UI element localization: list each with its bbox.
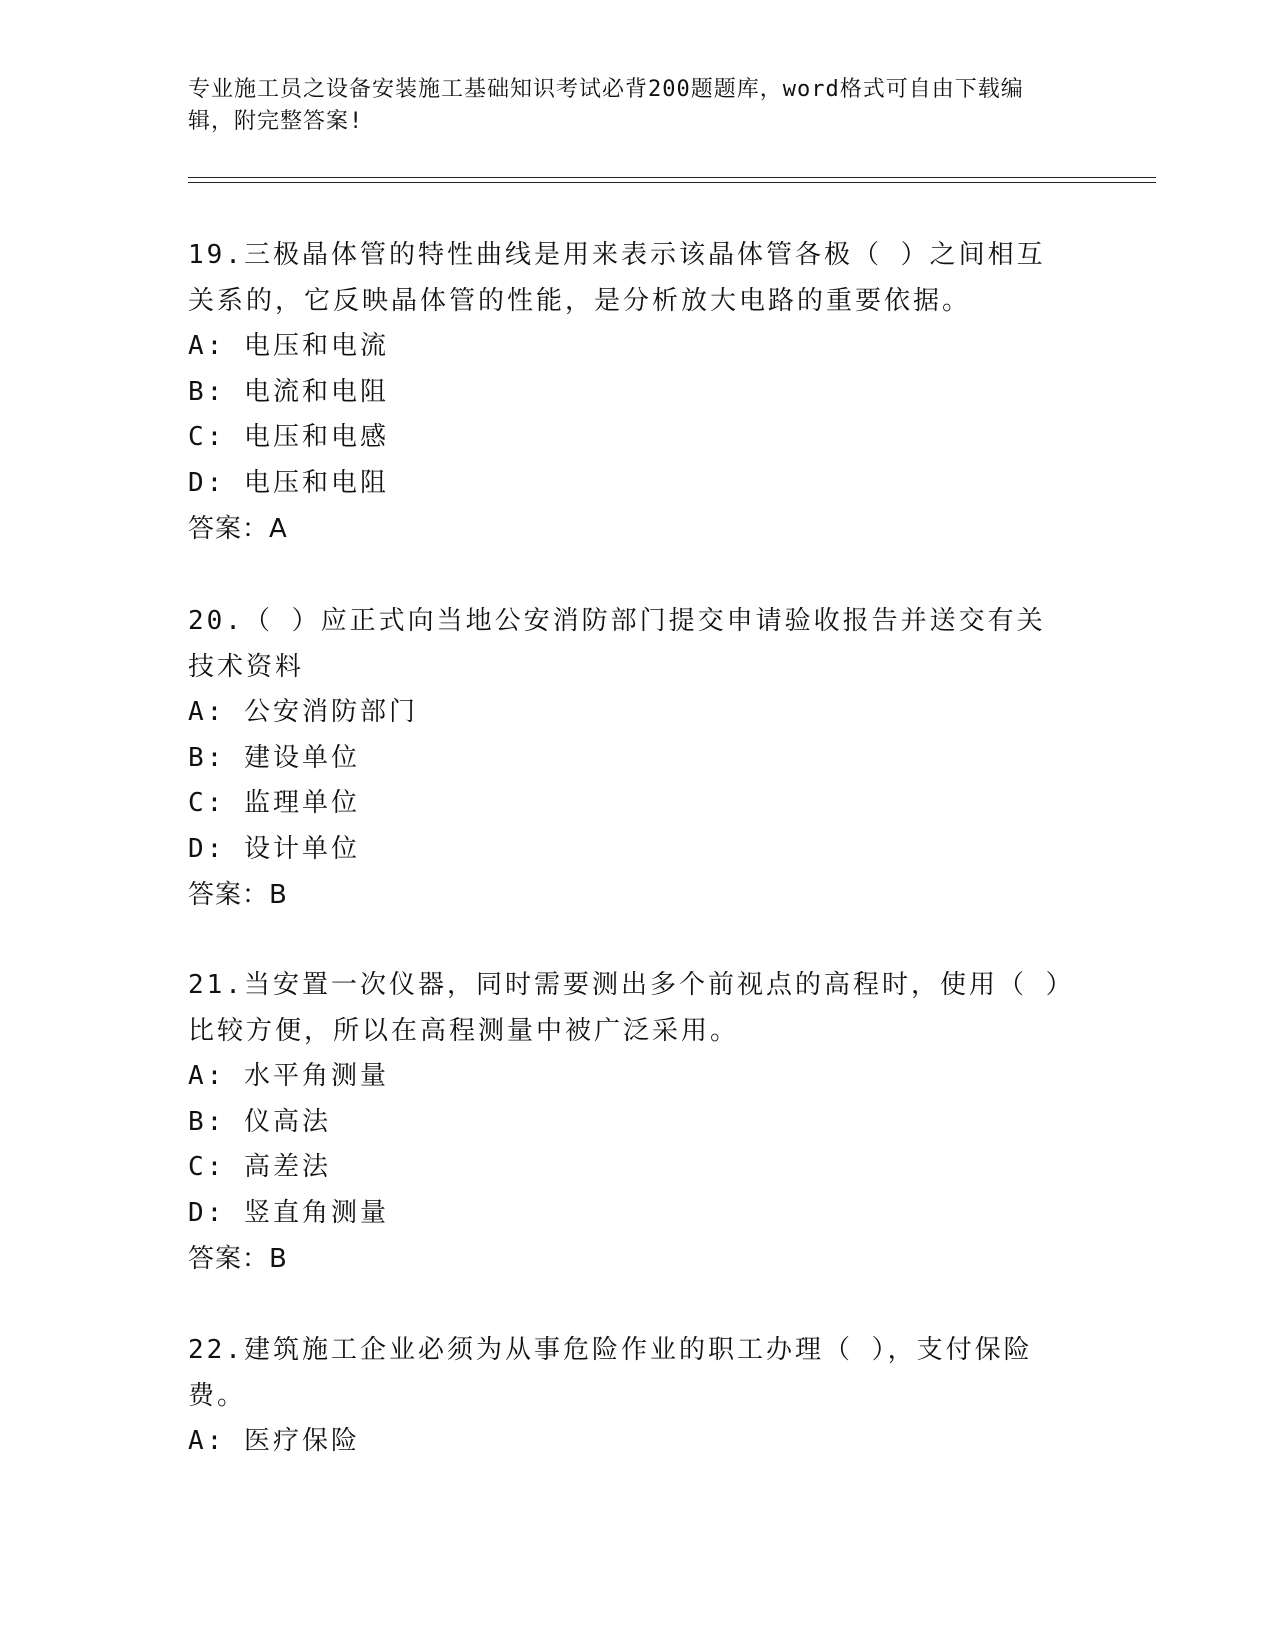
option-d: D: 竖直角测量 — [188, 1197, 389, 1228]
header-divider-bottom — [188, 182, 1156, 183]
header-divider-top — [188, 177, 1156, 178]
option-a: A: 电压和电流 — [188, 331, 389, 361]
answer: 答案：A — [188, 514, 288, 544]
option-d: D: 设计单位 — [188, 833, 360, 864]
option-c: C: 高差法 — [188, 1152, 331, 1182]
document-header: 专业施工员之设备安装施工基础知识考试必背200题题库，word格式可自由下载编辑，附完整答案! — [188, 77, 1024, 134]
option-c: C: 电压和电感 — [188, 422, 389, 452]
answer: 答案：B — [188, 880, 288, 910]
option-a: A: 水平角测量 — [188, 1061, 389, 1091]
question-21 — [188, 962, 1068, 1282]
option-c: C: 监理单位 — [188, 788, 360, 818]
option-b: B: 仪高法 — [188, 1106, 331, 1137]
option-a: A: 公安消防部门 — [188, 697, 418, 727]
question-text: 20.（ ）应正式向当地公安消防部门提交申请验收报告并送交有关技术资料 — [188, 606, 1046, 682]
option-d: D: 电压和电阻 — [188, 467, 389, 498]
answer: 答案：B — [188, 1244, 288, 1274]
question-text: 21.当安置一次仪器，同时需要测出多个前视点的高程时，使用（ ）比较方便，所以在高程测量中被广泛采用。 — [188, 970, 1062, 1046]
option-a: A: 医疗保险 — [188, 1426, 360, 1456]
question-22 — [188, 1327, 1068, 1465]
option-b: B: 电流和电阻 — [188, 376, 389, 407]
question-text: 19.三极晶体管的特性曲线是用来表示该晶体管各极（ ）之间相互关系的，它反映晶体管的性能，是分析放大电路的重要依据。 — [188, 240, 1046, 316]
question-text: 22.建筑施工企业必须为从事危险作业的职工办理（ ），支付保险费。 — [188, 1335, 1033, 1411]
option-b: B: 建设单位 — [188, 742, 360, 773]
question-19 — [188, 232, 1068, 552]
question-20 — [188, 598, 1068, 918]
